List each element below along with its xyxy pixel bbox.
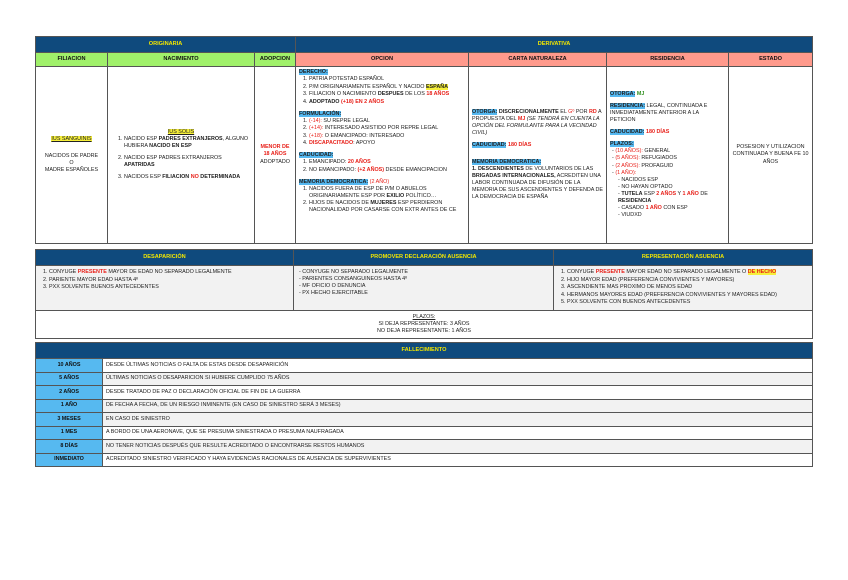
carta-memoria: MEMORIA DEMOCRATICA: 1. DESCENDIENTES DE VOLUNTARIOS DE LAS BRIGADAS INTERNACIONALES, ACREDITEN UNA LABOR CONTINUADA DE DIFUSIÓN DE LA MEMORIA DE SUS ASCENDIENTES Y DEFENDA DE LA DEMOCRACIA DE ESPAÑA: [472, 158, 604, 201]
ius-solis-label: IUS SOLIS: [167, 128, 195, 135]
opcion-caducidad: CADUCIDAD: 1. EMANCIPADO: 20 AÑOS 2. NO EMANCIPADO: (+2 AÑOS) DESDE EMANCIPACION: [299, 152, 465, 174]
col-opcion: OPCION: [296, 53, 469, 67]
opcion-derecho: DERECHO: 1. PATRIA POTESTAD ESPAÑOL 2. P/M ORIGINARIAMENTE ESPAÑOL Y NACIDO ESPAÑA 3. FILIACION O NACIMIENTO DESPUES DE LOS 18 AÑOS 4. ADOPTADO (+18) EN 2 AÑOS: [299, 69, 465, 106]
fallecimiento-row: 1 MES A BORDO DE UNA AERONAVE, QUE SE PRESUMA SINIESTRADA O PRESUMA NAUFRAGADA: [36, 426, 813, 440]
opcion-memoria: MEMORIA DEMOCRATICA: (2 AÑO) 1. NACIDOS FUERA DE ESP DE P/M O ABUELOS ORIGINARIAMENTE ESP POR EXILIO POLÍTICO… 2. HIJOS DE NACIDOS DE MUJERES ESP PERDIERON NACIONALIDAD POR CASARSE CON EXTR ANTES DE CE: [299, 179, 465, 215]
plazos-title: PLAZOS:: [412, 313, 436, 320]
col-estado: ESTADO: [729, 53, 813, 67]
filiacion-line2: O: [69, 160, 74, 166]
fallecimiento-row: INMEDIATO ACREDITADO SINIESTRO VERIFICADO Y HAYA EVIDENCIAS RACIONALES DE AUSENCIA DE SUPERVIVIENTES: [36, 453, 813, 467]
nacimiento-item-3: 3. NACIDOS ESP FILIACION NO DETERMINADA: [124, 174, 251, 181]
nacimiento-item-2: 2. NACIDO ESP PADRES EXTRANJEROS APATRIDAS: [124, 155, 251, 169]
cell-carta-naturaleza: [469, 67, 607, 244]
filiacion-line3: MADRE ESPAÑOLES: [44, 167, 99, 174]
fallecimiento-row: 3 MESES EN CASO DE SINIESTRO: [36, 413, 813, 427]
col-adopcion: ADOPCION: [255, 53, 296, 67]
cell-desaparicion: 1. CONYUGE PRESENTE MAYOR DE EDAD NO SEPARADO LEGALMENTE 2. PARIENTE MAYOR EDAD HASTA 4º 3. PXX SOLVENTE BUENOS ANTECEDENTES: [36, 266, 294, 311]
plazos-line2: NO DEJA REPRESENTANTE: 1 AÑOS: [377, 327, 471, 334]
fallecimiento-row: 2 AÑOS DESDE TRATADO DE PAZ O DECLARACIÓN OFICIAL DE FIN DE LA GUERRA: [36, 386, 813, 400]
ausencia-table: [35, 249, 813, 339]
fallecimiento-row: 1 AÑO DE FECHA A FECHA, DE UN RIESGO INMINENTE (EN CASO DE SINIESTRO SERÁ 3 MESES): [36, 399, 813, 413]
header-derivativa: DERIVATIVA: [296, 37, 813, 53]
carta-otorga: OTORGA: DISCRECIONALMENTE EL Gº POR RD A PROPUESTA DEL MJ (SE TENDRÁ EN CUENTA LA OPCIÓN DEL FORMULANTE PARA LA VECINDAD CIVIL): [472, 108, 602, 136]
cell-nacimiento: [108, 67, 255, 244]
fallecimiento-row: 10 AÑOS DESDE ÚLTIMAS NOTICIAS O FALTA DE ESTAS DESDE DESAPARICIÓN: [36, 359, 813, 373]
opcion-formulacion: FORMULACIÓN: 1. (-14): SU REPRE LEGAL 2. (+14): INTERESADO ASISTIDO POR REPRE LEGAL 3. (+18): O EMANCIPADO: INTERESADO 4. DISCAPACITADO: APOYO: [299, 111, 465, 148]
nacionalidad-table: [35, 36, 813, 244]
adopcion-age: MENOR DE 18 AÑOS: [260, 144, 290, 158]
cell-plazos-ausencia: [36, 310, 813, 338]
nacimiento-item-1: 1. NACIDO ESP PADRES EXTRANJEROS, ALGUNO HUBIERA NACIDO EN ESP: [124, 136, 251, 150]
fallecimiento-table: [35, 342, 813, 467]
cell-adopcion: [255, 67, 296, 244]
fallecimiento-row: 8 DÍAS NO TENER NOTICIAS DESPUÉS QUE RESULTE ACREDITADO O ENCONTRARSE RESTOS HUMANOS: [36, 440, 813, 454]
residencia-residencia: RESIDENCIA: LEGAL, CONTINUADA E INMEDIATAMENTE ANTERIOR A LA PETICION: [610, 103, 708, 124]
adopcion-text: ADOPTADO: [260, 158, 290, 165]
header-representacion: REPRESENTACIÓN ASUENCIA: [554, 250, 813, 266]
col-residencia: RESIDENCIA: [607, 53, 729, 67]
cell-representacion: 1. CONYUGE PRESENTE MAYOR EDAD NO SEPARADO LEGALMENTE O DE HECHO 2. HIJO MAYOR EDAD (PREFERENCIA CONVIVIENTES Y MAYORES) 3. ASCENDIENTE MAS PROXIMO DE MENOS EDAD 4. HERMANOS MAYORES EDAD (PREFERENCIA CONVIVIENTES Y MAYORES EDAD) 5. PXX SOLVENTE CON BUENOS ANTECEDENTES: [554, 266, 813, 311]
ius-sanguinis-label: IUS SANGUINIS: [51, 135, 92, 142]
carta-caducidad: CADUCIDAD: 180 DÍAS: [472, 141, 532, 148]
col-nacimiento: NACIMIENTO: [108, 53, 255, 67]
col-carta-naturaleza: CARTA NATURALEZA: [469, 53, 607, 67]
residencia-plazos: PLAZOS: - (10 AÑOS): GENERAL - (5 AÑOS): REFUGIADOS - (2 AÑOS): PROFAGUID - (1 AÑO): - NACIDOS ESP - NO HAYAN OPTADO - TUTELA ESP 2 AÑOS Y 1 AÑO DE RESIDENCIA - CASADO 1 AÑO CON ESP - VIUDXD: [610, 141, 725, 218]
fallecimiento-row: 5 AÑOS ÚLTIMAS NOTICIAS O DESAPARICION SI HUBIERE CUMPLIDO 75 AÑOS: [36, 372, 813, 386]
cell-promover-declaracion: - CONYUGE NO SEPARADO LEGALMENTE - PARIENTES CONSANGUINEOS HASTA 4º - MF OFICIO O DENUNCIA - PX HECHO EJERCITABLE: [294, 266, 554, 311]
header-promover-declaracion: PROMOVER DECLARACIÓN AUSENCIA: [294, 250, 554, 266]
plazos-line1: SI DEJA REPRESENTANTE: 3 AÑOS: [378, 320, 470, 327]
residencia-caducidad: CADUCIDAD: 180 DÍAS: [610, 129, 670, 136]
col-filiacion: FILIACION: [36, 53, 108, 67]
cell-opcion: [296, 67, 469, 244]
header-originaria: ORIGINARIA: [36, 37, 296, 53]
cell-estado: POSESION Y UTILIZACION CONTINUADA Y BUENA FE 10 AÑOS: [729, 67, 813, 244]
header-fallecimiento: FALLECIMIENTO: [36, 343, 813, 359]
cell-residencia: [607, 67, 729, 244]
header-desaparicion: DESAPARICIÓN: [36, 250, 294, 266]
residencia-otorga: OTORGA: MJ: [610, 91, 645, 98]
filiacion-line1: NACIDOS DE PADRE: [44, 152, 99, 159]
cell-filiacion: [36, 67, 108, 244]
